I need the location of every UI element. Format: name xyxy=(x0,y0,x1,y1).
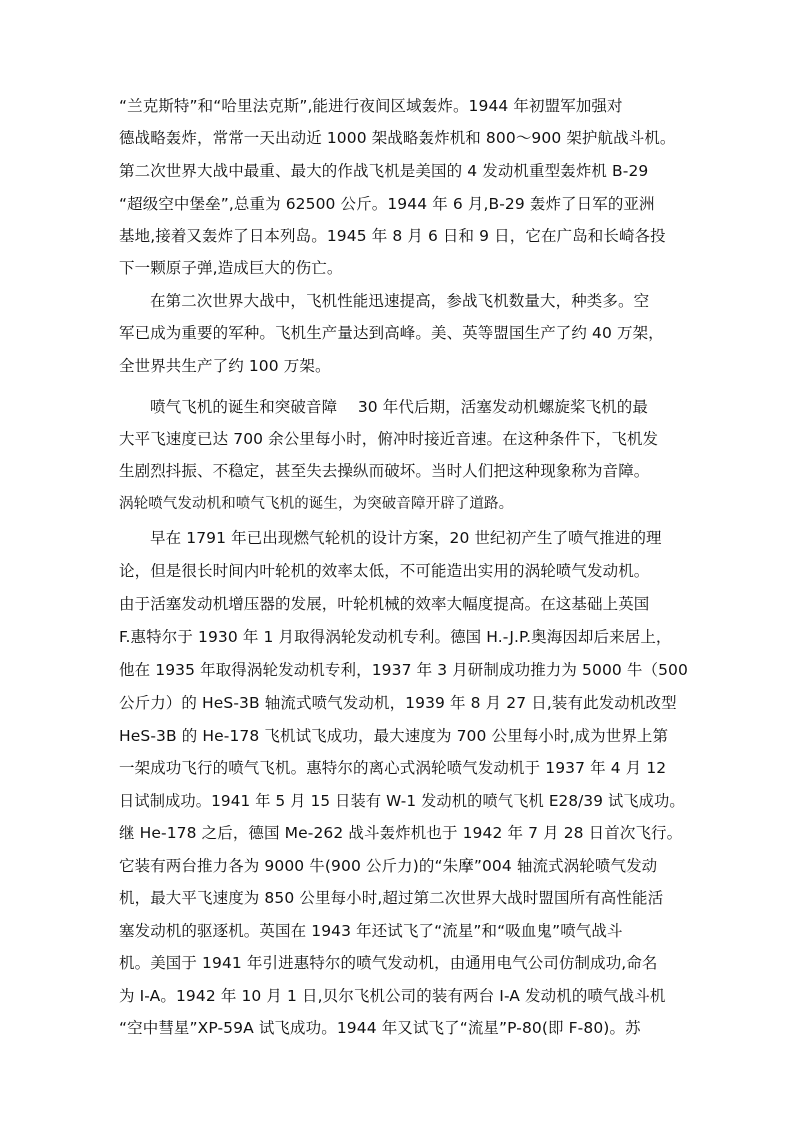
text-line: “空中彗星”XP-59A 试飞成功。1944 年又试飞了“流星”P-80(即 F-80)。苏 xyxy=(119,1019,641,1037)
text-line: 生剧烈抖振、不稳定，甚至失去操纵而破坏。当时人们把这种现象称为音障。 xyxy=(119,462,650,480)
paragraph-first-line: 早在 1791 年已出现燃气轮机的设计方案，20 世纪初产生了喷气推进的理 xyxy=(150,529,662,547)
text-line: 由于活塞发动机增压器的发展，叶轮机械的效率大幅度提高。在这基础上英国 xyxy=(119,595,650,613)
text-line: 一架成功飞行的喷气飞机。惠特尔的离心式涡轮喷气发动机于 1937 年 4 月 12 xyxy=(119,759,667,777)
text-line: 第二次世界大战中最重、最大的作战飞机是美国的 4 发动机重型轰炸机 B-29 xyxy=(119,162,649,180)
text-line: 论，但是很长时间内叶轮机的效率太低，不可能造出实用的涡轮喷气发动机。 xyxy=(119,562,650,580)
text-line: “超级空中堡垒”,总重为 62500 公斤。1944 年 6 月,B-29 轰炸了日军的亚洲 xyxy=(119,195,655,213)
text-line: 下一颗原子弹,造成巨大的伤亡。 xyxy=(119,259,343,277)
text-line: 基地,接着又轰炸了日本列岛。1945 年 8 月 6 日和 9 日，它在广岛和长崎各投 xyxy=(119,227,666,245)
text-line: 为 I-A。1942 年 10 月 1 日,贝尔飞机公司的装有两台 I-A 发动机的喷气战斗机 xyxy=(119,987,666,1005)
text-line: 它装有两台推力各为 9000 牛(900 公斤力)的“朱摩”004 轴流式涡轮喷气发动 xyxy=(119,857,658,875)
text-line: 涡轮喷气发动机和喷气飞机的诞生，为突破音障开辟了道路。 xyxy=(119,496,514,512)
text-line: 塞发动机的驱逐机。英国在 1943 年还试飞了“流星”和“吸血鬼”喷气战斗 xyxy=(119,922,623,940)
text-line: 继 He-178 之后，德国 Me-262 战斗轰炸机也于 1942 年 7 月 28 日首次飞行。 xyxy=(119,824,683,842)
text-line: 日试制成功。1941 年 5 月 15 日装有 W-1 发动机的喷气飞机 E28/39 试飞成功。 xyxy=(119,792,685,810)
text-line: 公斤力）的 HeS-3B 轴流式喷气发动机，1939 年 8 月 27 日,装有此发动机改型 xyxy=(119,694,677,712)
text-line: 军已成为重要的军种。飞机生产量达到高峰。美、英等盟国生产了约 40 万架， xyxy=(119,324,664,342)
text-line: F.惠特尔于 1930 年 1 月取得涡轮发动机专利。德国 H.-J.P.奥海因却后来居上， xyxy=(119,628,672,646)
section-heading-line: 喷气飞机的诞生和突破音障 30 年代后期，活塞发动机螺旋桨飞机的最 xyxy=(150,398,648,416)
text-line: 他在 1935 年取得涡轮发动机专利，1937 年 3 月研制成功推力为 5000 牛（500 xyxy=(119,661,688,679)
paragraph-first-line: 在第二次世界大战中，飞机性能迅速提高，参战飞机数量大，种类多。空 xyxy=(150,292,650,310)
text-line: HeS-3B 的 He-178 飞机试飞成功，最大速度为 700 公里每小时,成为世界上第 xyxy=(119,727,669,745)
text-line: 大平飞速度已达 700 余公里每小时，俯冲时接近音速。在这种条件下，飞机发 xyxy=(119,430,659,448)
text-line: 全世界共生产了约 100 万架。 xyxy=(119,357,331,375)
text-line: 德战略轰炸，常常一天出动近 1000 架战略轰炸机和 800～900 架护航战斗机。 xyxy=(119,129,676,147)
text-line: “兰克斯特”和“哈里法克斯”,能进行夜间区域轰炸。1944 年初盟军加强对 xyxy=(119,97,623,115)
text-line: 机，最大平飞速度为 850 公里每小时,超过第二次世界大战时盟国所有高性能活 xyxy=(119,889,664,907)
text-line: 机。美国于 1941 年引进惠特尔的喷气发动机，由通用电气公司仿制成功,命名 xyxy=(119,954,658,972)
